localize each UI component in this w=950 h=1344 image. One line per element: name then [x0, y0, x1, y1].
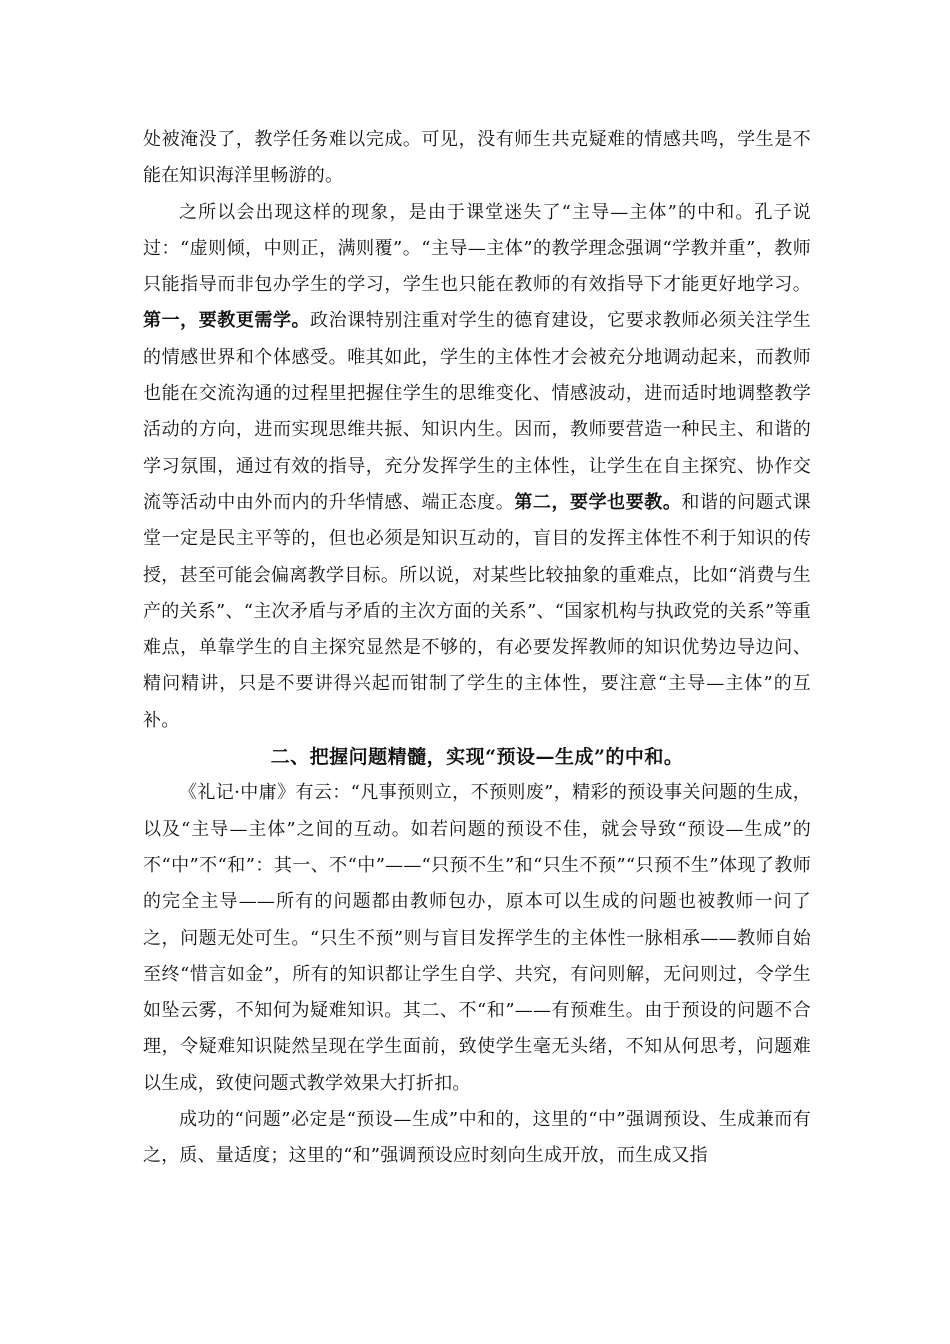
paragraph-3-text: 《礼记·中庸》有云：“凡事预则立，不预则废”，精彩的预设事关问题的生成，以及“主导—主体”之间的互动。如若问题的预设不佳，就会导致“预设—生成”的不“中”不“和”：其一、不“中”——“只预不生”和“只生不预”“只预不生”体现了教师的完全主导——所有的问题都由教师包办，原本可以生成的问题也被教师一问了之，问题无处可生。“只生不预”则与盲目发挥学生的主体性一脉相承——教师自始至终“惜言如金”，所有的知识都让学生自学、共究，有问则解，无问则过，令学生如坠云雾，不知何为疑难知识。其二、不“和”——有预难生。由于预设的问题不合理，令疑难知识陡然呈现在学生面前，致使学生毫无头绪，不知从何思考，问题难以生成，致使问题式教学效果大打折扣。: [143, 782, 811, 1094]
paragraph-1-text: 处被淹没了，教学任务难以完成。可见，没有师生共克疑难的情感共鸣，学生是不能在知识海洋里畅游的。: [143, 129, 811, 187]
point-one-bold: 第一，要教更需学。: [143, 310, 311, 332]
paragraph-1: [143, 122, 811, 195]
paragraph-3: [143, 775, 811, 1102]
paragraph-4: [143, 1102, 811, 1175]
document-page: [143, 122, 811, 1175]
paragraph-2: [143, 195, 811, 739]
paragraph-2-text-e: 和谐的问题式课堂一定是民主平等的，但也必须是知识互动的，盲目的发挥主体性不利于知识的传授，甚至可能会偏离教学目标。所以说，对某些比较抽象的重难点，比如“消费与生产的关系”、“主次矛盾与矛盾的主次方面的关系”、“国家机构与执政党的关系”等重难点，单靠学生的自主探究显然是不够的，有必要发挥教师的知识优势边导边问、精问精讲，只是不要讲得兴起而钳制了学生的主体性，要注意“主导—主体”的互补。: [143, 491, 811, 731]
paragraph-2-text-c: 政治课特别注重对学生的德育建设，它要求教师必须关注学生的情感世界和个体感受。唯其如此，学生的主体性才会被充分地调动起来，而教师也能在交流沟通的过程里把握住学生的思维变化、情感波动，进而适时地调整教学活动的方向，进而实现思维共振、知识内生。因而，教师要营造一种民主、和谐的学习氛围，通过有效的指导，充分发挥学生的主体性，让学生在自主探究、协作交流等活动中由外而内的升华情感、端正态度。: [143, 310, 811, 513]
point-two-bold: 第二，要学也要教。: [514, 491, 682, 513]
section-heading: 二、把握问题精髓，实现“预设—生成”的中和。: [270, 746, 684, 769]
paragraph-4-text: 成功的“问题”必定是“预设—生成”中和的，这里的“中”强调预设、生成兼而有之，质、量适度；这里的“和”强调预设应时刻向生成开放，而生成又指: [143, 1109, 811, 1167]
paragraph-2-text-a: 之所以会出现这样的现象，是由于课堂迷失了“主导—主体”的中和。孔子说过：“虚则倾，中则正，满则覆”。“主导—主体”的教学理念强调“学教并重”，教师只能指导而非包办学生的学习，学生也只能在教师的有效指导下才能更好地学习。: [143, 201, 811, 296]
